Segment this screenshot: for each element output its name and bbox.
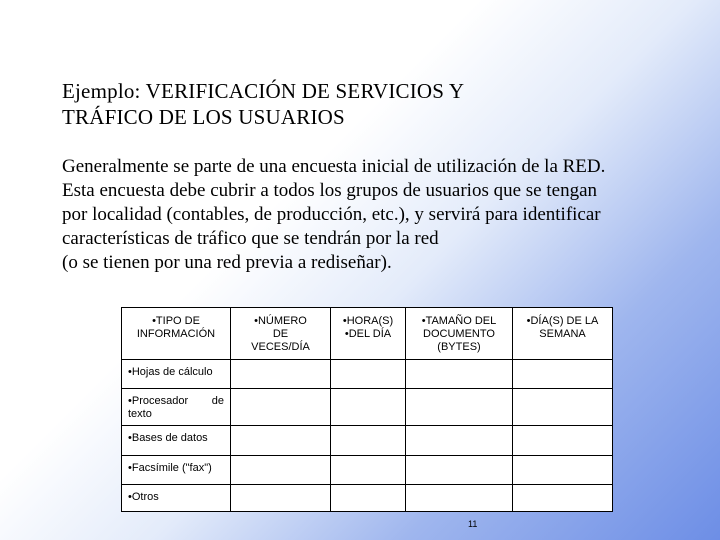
table-row xyxy=(122,456,613,485)
body-line: Esta encuesta debe cubrir a todos los grupos de usuarios que se tengan xyxy=(62,180,598,201)
table-cell xyxy=(406,426,513,456)
table-row xyxy=(122,360,613,389)
title-line-1: VERIFICACIÓN DE SERVICIOS Y xyxy=(145,79,465,103)
table-cell xyxy=(331,426,406,456)
table-cell xyxy=(513,456,613,485)
table-cell xyxy=(513,389,613,426)
header-hora-dia: •HORA(S) •DEL DÍA xyxy=(331,308,406,360)
table-cell xyxy=(231,456,331,485)
table-cell xyxy=(513,485,613,512)
table-cell xyxy=(406,389,513,426)
survey-table xyxy=(121,307,613,512)
row-label: •Hojas de cálculo xyxy=(122,360,231,389)
table-cell xyxy=(231,389,331,426)
table-cell xyxy=(331,389,406,426)
table-cell xyxy=(406,360,513,389)
row-label: •Otros xyxy=(122,485,231,512)
row-label: •Procesador de texto xyxy=(122,389,231,426)
slide-title xyxy=(62,78,682,130)
row-label: •Facsímile ("fax") xyxy=(122,456,231,485)
body-line: características de tráfico que se tendrán por la red xyxy=(62,228,439,249)
body-line: Generalmente se parte de una encuesta inicial de utilización de la RED. xyxy=(62,156,606,177)
header-numero-veces: •NÚMERO DE VECES/DÍA xyxy=(231,308,331,360)
title-prefix: Ejemplo: xyxy=(62,79,146,103)
table-cell xyxy=(331,485,406,512)
table-cell xyxy=(331,456,406,485)
table-cell xyxy=(513,360,613,389)
table-cell xyxy=(331,360,406,389)
table-row xyxy=(122,426,613,456)
table-cell xyxy=(231,485,331,512)
body-line: por localidad (contables, de producción, etc.), y servirá para identificar xyxy=(62,204,601,225)
body-paragraph xyxy=(62,155,702,275)
body-line: (o se tienen por una red previa a rediseñar). xyxy=(62,252,392,273)
table-cell xyxy=(231,360,331,389)
table-cell xyxy=(513,426,613,456)
header-tipo-informacion: •TIPO DE INFORMACIÓN xyxy=(122,308,231,360)
table-cell xyxy=(231,426,331,456)
table-cell xyxy=(406,456,513,485)
header-tamano-documento: •TAMAÑO DEL DOCUMENTO (BYTES) xyxy=(406,308,513,360)
table-cell xyxy=(406,485,513,512)
row-label: •Bases de datos xyxy=(122,426,231,456)
table-header-row xyxy=(122,308,613,360)
table-row xyxy=(122,485,613,512)
header-dia-semana: •DÍA(S) DE LA SEMANA xyxy=(513,308,613,360)
title-line-2: TRÁFICO DE LOS USUARIOS xyxy=(62,105,345,129)
table-row xyxy=(122,389,613,426)
page-number: 11 xyxy=(468,519,478,529)
